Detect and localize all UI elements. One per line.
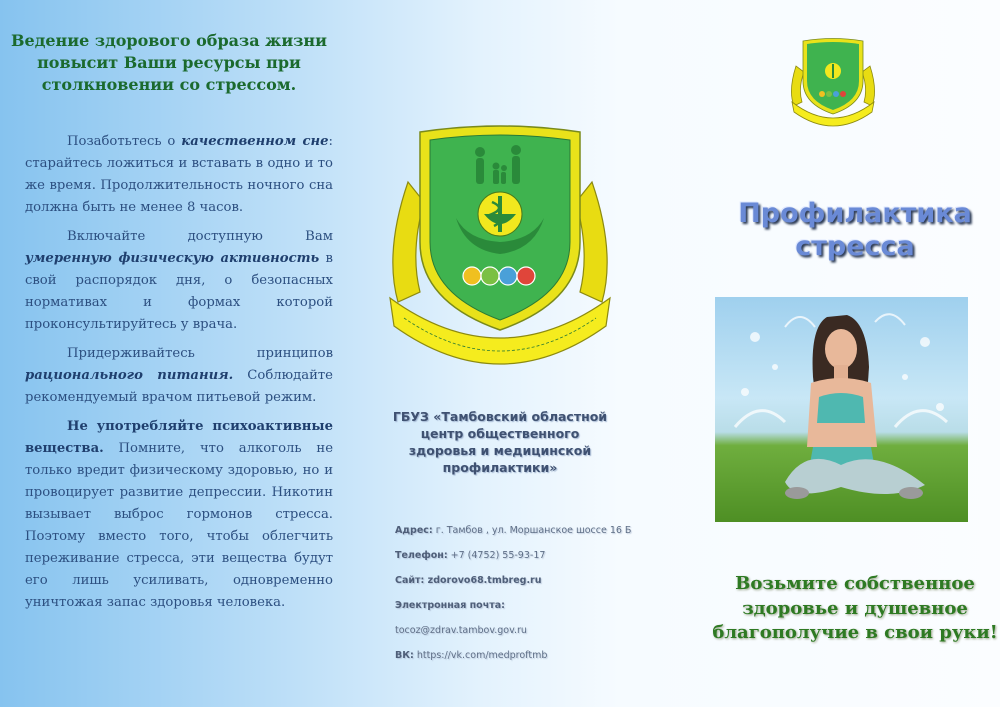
advice-activity-pre: Включайте доступную Вам xyxy=(67,229,333,244)
contact-vk xyxy=(395,649,645,662)
contact-email-label-row xyxy=(395,599,645,612)
advice-nutrition-emphasis: рационального питания. xyxy=(25,368,234,383)
advice-text xyxy=(25,131,333,621)
email-value: tocoz@zdrav.tambov.gov.ru xyxy=(395,625,527,636)
email-label: Электронная почта: xyxy=(395,600,505,611)
contact-site xyxy=(395,574,645,587)
right-panel xyxy=(690,0,1000,707)
organization-name: ГБУЗ «Тамбовский областной центр общественного здоровья и медицинской профилактики» xyxy=(392,409,608,475)
left-heading: Ведение здорового образа жизни повысит Ваши ресурсы при столкновении со стрессом. xyxy=(11,31,327,94)
advice-substances-post: Помните, что алкоголь не только вредит физическому здоровью, но и провоцирует развитие депрессии. Никотин вызывает выброс гормонов стресса. Поэтому вместо того, чтобы облегчить переживание стресса, эти вещества будут его лишь усиливать, одновременно уничтожая запас здоровья человека. xyxy=(25,441,333,610)
contacts-block xyxy=(395,524,645,674)
organization-emblem-logo xyxy=(380,122,620,378)
site-value: zdorovo68.tmbreg.ru xyxy=(424,575,542,586)
advice-sleep-emphasis: качественном сне xyxy=(181,134,329,149)
meditation-illustration xyxy=(715,297,968,522)
advice-sleep-post: : старайтесь ложиться и вставать в одно и то же время. Продолжительность ночного сна должна быть не менее 8 часов. xyxy=(25,134,333,215)
advice-activity xyxy=(25,226,333,336)
address-value: г. Тамбов , ул. Моршанское шоссе 16 Б xyxy=(432,525,632,536)
advice-activity-emphasis: умеренную физическую активность xyxy=(25,251,320,266)
advice-sleep-pre: Позаботьтесь о xyxy=(67,134,182,149)
contact-address xyxy=(395,524,645,537)
brochure-title: Профилактика стресса xyxy=(738,198,972,262)
advice-activity-post: в свой распорядок дня, о безопасных нормативах и формах которой проконсультируйтесь у врача. xyxy=(25,251,333,332)
address-label: Адрес: xyxy=(395,525,433,536)
slogan-text: Возьмите собственное здоровье и душевное благополучие в свои руки! xyxy=(712,573,998,643)
contact-phone xyxy=(395,549,645,562)
left-panel xyxy=(0,0,340,707)
contact-email-value-row xyxy=(395,624,645,637)
advice-nutrition-post: Соблюдайте рекомендуемый врачом питьевой режим. xyxy=(25,368,333,405)
advice-substances-emphasis: Не употребляйте психоактивные вещества. xyxy=(25,419,333,456)
vk-value: https://vk.com/medproftmb xyxy=(413,650,548,661)
advice-nutrition-pre: Придерживайтесь принципов xyxy=(67,346,333,361)
organization-emblem-small-logo xyxy=(788,36,878,132)
advice-nutrition xyxy=(25,343,333,409)
advice-substances xyxy=(25,416,333,614)
advice-sleep xyxy=(25,131,333,219)
vk-label: ВК: xyxy=(395,650,414,661)
phone-label: Телефон: xyxy=(395,550,448,561)
middle-panel xyxy=(340,0,660,707)
site-label: Сайт: xyxy=(395,575,425,586)
phone-value: +7 (4752) 55-93-17 xyxy=(447,550,546,561)
meditating-woman-photo xyxy=(715,297,968,522)
